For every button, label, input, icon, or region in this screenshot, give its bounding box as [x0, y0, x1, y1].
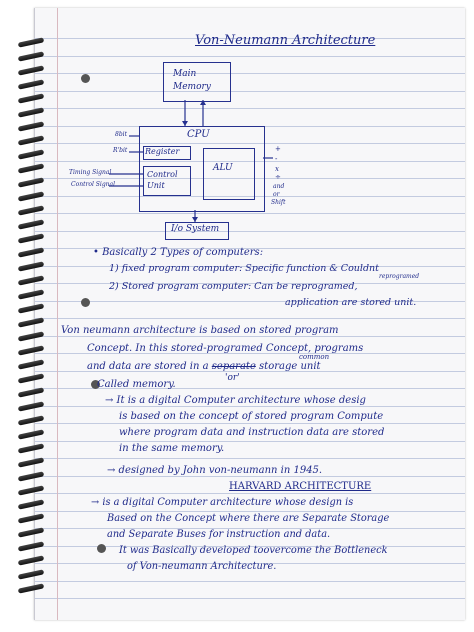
harvard-title: HARVARD ARCHITECTURE	[229, 481, 372, 492]
harvard-line3: and Separate Buses for instruction and data.	[107, 529, 331, 540]
para1-line3-start: and data are stored in a	[87, 361, 209, 372]
page-title: Von-Neumann Architecture	[195, 33, 376, 48]
para2-line3: where program data and instruction data are stored	[119, 427, 385, 438]
para2-line4: in the same memory.	[119, 443, 225, 454]
right-label-or: or	[273, 191, 280, 198]
type2-line: 2) Stored program computer: Can be reprogramed,	[109, 281, 358, 292]
register-label: Register	[145, 147, 180, 156]
main-memory-label: Main Memory	[173, 69, 211, 92]
harvard-line2: Based on the Concept where there are Separate Storage	[107, 513, 390, 524]
left-label-timing: Timing Signal	[69, 169, 112, 176]
right-label-minus: -	[275, 155, 278, 163]
para1-common-insert: common	[299, 353, 330, 361]
type1-extra: reprogramed	[379, 273, 420, 280]
left-label-control: Control Signal	[71, 181, 116, 188]
notebook-page	[34, 8, 465, 620]
para1-or: 'or'	[225, 373, 240, 383]
para1-line3-end: storage unit	[259, 361, 321, 372]
type2-cont: application are stored unit.	[285, 297, 417, 308]
designed-by-line: → designed by John von-neumann in 1945.	[107, 465, 323, 476]
para1-line3	[87, 362, 321, 372]
para2-line1: → It is a digital Computer architecture whose desig	[105, 395, 366, 406]
alu-label: ALU	[213, 163, 233, 173]
harvard-line1: → is a digital Computer architecture whose design is	[91, 497, 354, 508]
right-label-plus: +	[275, 145, 281, 153]
types-intro: • Basically 2 Types of computers:	[93, 247, 264, 258]
para1-line4: Called memory.	[97, 379, 176, 390]
harvard-line4: It was Basically developed toovercome the Bottleneck	[119, 545, 388, 556]
right-label-and: and	[273, 183, 285, 190]
right-label-times: x	[275, 165, 279, 173]
right-label-divide: ÷	[275, 173, 281, 181]
para1-line2: Concept. In this stored-programed Concept, programs	[87, 343, 364, 354]
type1-line: 1) fixed program computer: Specific function & Couldnt	[109, 263, 379, 274]
control-unit-label: Control Unit	[147, 170, 178, 191]
io-system-label: I/o System	[171, 224, 220, 234]
left-label-rbit: R'bit	[113, 147, 128, 154]
para1-line1: Von neumann architecture is based on stored program	[61, 325, 339, 336]
para1-struck-word: separate	[211, 361, 256, 372]
left-label-8bit: 8bit	[115, 131, 127, 138]
right-label-shift: Shift	[271, 199, 286, 206]
cpu-label: CPU	[187, 129, 210, 140]
harvard-line5: of Von-neumann Architecture.	[127, 561, 277, 572]
para2-line2: is based on the concept of stored program Compute	[119, 411, 384, 422]
